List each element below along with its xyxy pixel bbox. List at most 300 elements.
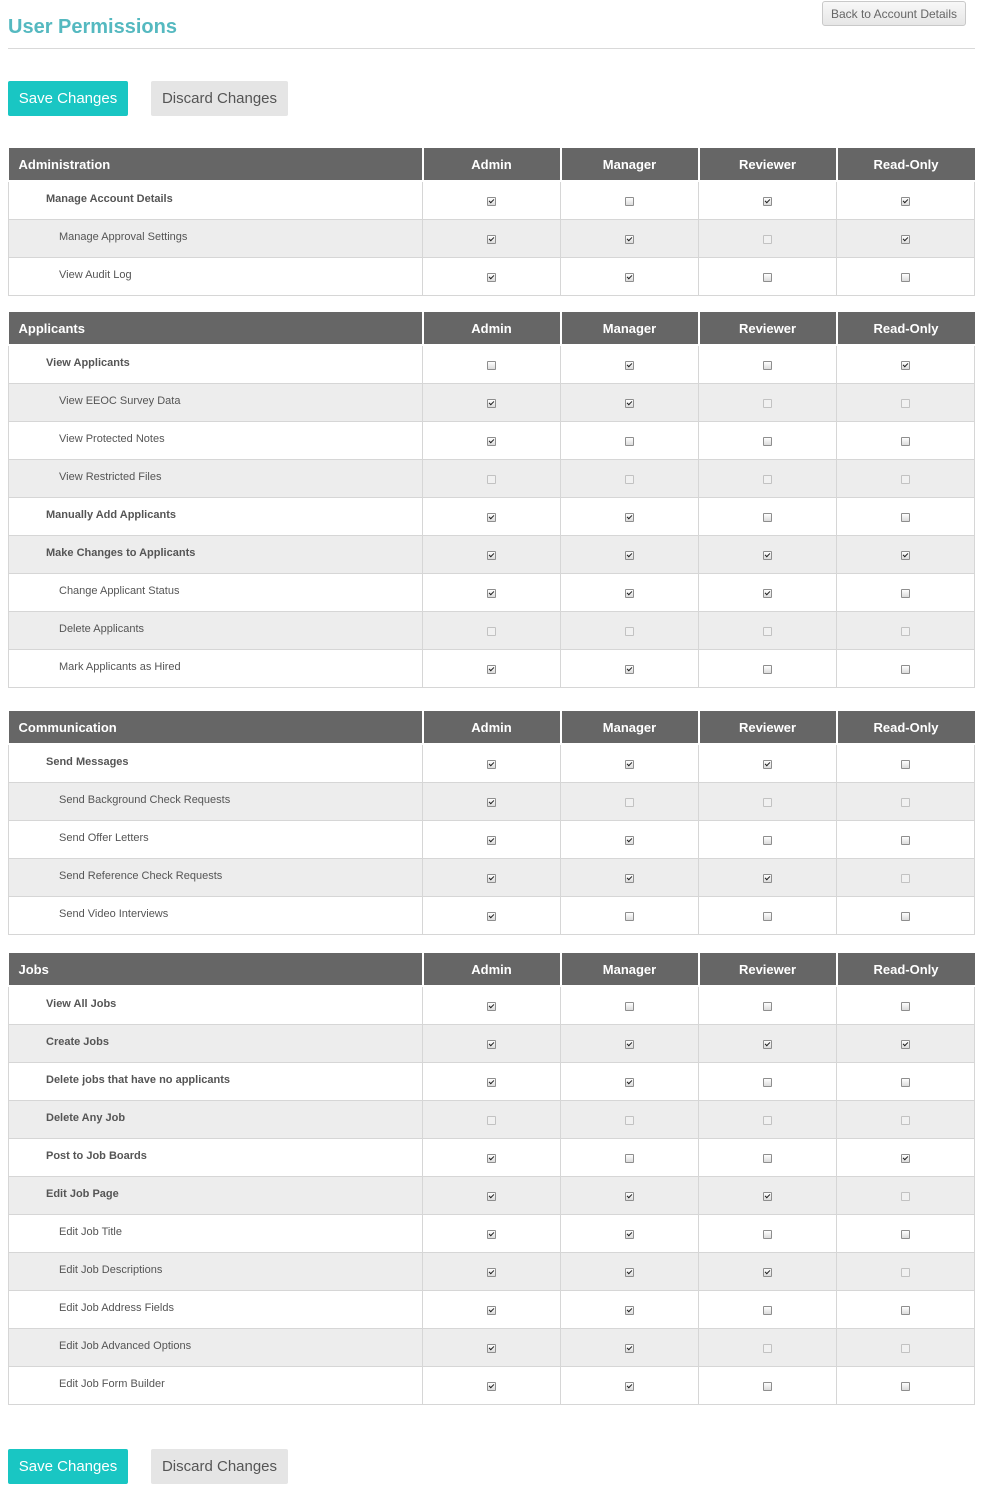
- permission-cell-read-only: [837, 821, 975, 859]
- discard-changes-button[interactable]: Discard Changes: [151, 1449, 288, 1484]
- permission-label: Send Background Check Requests: [9, 783, 423, 821]
- permission-cell-manager: [561, 258, 699, 296]
- permissions-table-communication: [8, 711, 975, 935]
- table-header-row: [9, 148, 975, 181]
- title-divider: [8, 48, 975, 49]
- permissions-table-jobs: [8, 953, 975, 1405]
- manager-permission-checkbox[interactable]: [625, 912, 634, 921]
- permission-label: Make Changes to Applicants: [9, 536, 423, 574]
- manager-permission-checkbox[interactable]: [625, 1306, 634, 1315]
- admin-permission-checkbox[interactable]: [487, 1382, 496, 1391]
- permission-row: [9, 1215, 975, 1253]
- manager-permission-checkbox[interactable]: [625, 874, 634, 883]
- permission-label: Send Reference Check Requests: [9, 859, 423, 897]
- permission-cell-reviewer: [699, 1177, 837, 1215]
- permission-cell-read-only: [837, 1177, 975, 1215]
- permission-row: [9, 986, 975, 1025]
- permission-cell-reviewer: [699, 1063, 837, 1101]
- permission-cell-read-only: [837, 1367, 975, 1405]
- role-header-reviewer: Reviewer: [699, 312, 837, 345]
- admin-permission-checkbox[interactable]: [487, 551, 496, 560]
- permission-cell-reviewer: [699, 1101, 837, 1139]
- manager-permission-checkbox[interactable]: [625, 513, 634, 522]
- admin-permission-checkbox: [487, 1116, 496, 1125]
- permission-cell-read-only: [837, 612, 975, 650]
- permission-label: Manually Add Applicants: [9, 498, 423, 536]
- permission-cell-reviewer: [699, 258, 837, 296]
- permission-cell-read-only: [837, 460, 975, 498]
- permission-cell-admin: [423, 744, 561, 783]
- manager-permission-checkbox[interactable]: [625, 589, 634, 598]
- permission-cell-read-only: [837, 859, 975, 897]
- manager-permission-checkbox[interactable]: [625, 1344, 634, 1353]
- reviewer-permission-checkbox: [763, 798, 772, 807]
- permission-cell-read-only: [837, 897, 975, 935]
- permission-label: View Applicants: [9, 345, 423, 384]
- permission-cell-read-only: [837, 181, 975, 220]
- permission-cell-admin: [423, 1177, 561, 1215]
- reviewer-permission-checkbox: [763, 399, 772, 408]
- manager-permission-checkbox[interactable]: [625, 1154, 634, 1163]
- read-only-permission-checkbox: [901, 798, 910, 807]
- permission-cell-admin: [423, 258, 561, 296]
- reviewer-permission-checkbox[interactable]: [763, 874, 772, 883]
- reviewer-permission-checkbox: [763, 1344, 772, 1353]
- permission-row: [9, 1025, 975, 1063]
- permission-cell-manager: [561, 574, 699, 612]
- permission-cell-manager: [561, 536, 699, 574]
- permission-cell-reviewer: [699, 821, 837, 859]
- permission-cell-reviewer: [699, 783, 837, 821]
- role-header-manager: Manager: [561, 711, 699, 744]
- permission-label: Delete Any Job: [9, 1101, 423, 1139]
- role-header-read-only: Read-Only: [837, 312, 975, 345]
- permission-cell-read-only: [837, 986, 975, 1025]
- reviewer-permission-checkbox[interactable]: [763, 551, 772, 560]
- admin-permission-checkbox[interactable]: [487, 273, 496, 282]
- manager-permission-checkbox[interactable]: [625, 361, 634, 370]
- permission-label: View Audit Log: [9, 258, 423, 296]
- permission-cell-read-only: [837, 498, 975, 536]
- permission-label: Manage Approval Settings: [9, 220, 423, 258]
- permission-cell-manager: [561, 1025, 699, 1063]
- permission-cell-admin: [423, 220, 561, 258]
- permission-cell-reviewer: [699, 498, 837, 536]
- save-changes-button[interactable]: Save Changes: [8, 1449, 128, 1484]
- permission-cell-admin: [423, 650, 561, 688]
- permission-cell-manager: [561, 1329, 699, 1367]
- admin-permission-checkbox[interactable]: [487, 760, 496, 769]
- permission-cell-reviewer: [699, 1367, 837, 1405]
- admin-permission-checkbox[interactable]: [487, 798, 496, 807]
- role-header-admin: Admin: [423, 148, 561, 181]
- permission-cell-admin: [423, 498, 561, 536]
- permission-label: Edit Job Advanced Options: [9, 1329, 423, 1367]
- permission-cell-reviewer: [699, 859, 837, 897]
- read-only-permission-checkbox: [901, 874, 910, 883]
- permission-label: Edit Job Descriptions: [9, 1253, 423, 1291]
- permission-cell-reviewer: [699, 897, 837, 935]
- reviewer-permission-checkbox[interactable]: [763, 437, 772, 446]
- manager-permission-checkbox: [625, 798, 634, 807]
- admin-permission-checkbox[interactable]: [487, 399, 496, 408]
- manager-permission-checkbox[interactable]: [625, 235, 634, 244]
- permission-cell-reviewer: [699, 650, 837, 688]
- permission-row: [9, 181, 975, 220]
- read-only-permission-checkbox: [901, 1344, 910, 1353]
- permission-label: Edit Job Page: [9, 1177, 423, 1215]
- permission-row: [9, 1367, 975, 1405]
- section-title: Administration: [9, 148, 423, 181]
- manager-permission-checkbox[interactable]: [625, 1078, 634, 1087]
- permission-cell-manager: [561, 859, 699, 897]
- permission-cell-admin: [423, 384, 561, 422]
- role-header-manager: Manager: [561, 148, 699, 181]
- role-header-read-only: Read-Only: [837, 953, 975, 986]
- permission-cell-manager: [561, 821, 699, 859]
- permission-cell-reviewer: [699, 1139, 837, 1177]
- permission-cell-reviewer: [699, 1329, 837, 1367]
- role-header-manager: Manager: [561, 953, 699, 986]
- permission-row: [9, 220, 975, 258]
- manager-permission-checkbox[interactable]: [625, 1040, 634, 1049]
- permission-cell-read-only: [837, 220, 975, 258]
- permission-cell-manager: [561, 1215, 699, 1253]
- permission-label: Send Offer Letters: [9, 821, 423, 859]
- permission-cell-admin: [423, 181, 561, 220]
- permission-cell-read-only: [837, 783, 975, 821]
- permission-row: [9, 460, 975, 498]
- permission-row: [9, 1063, 975, 1101]
- read-only-permission-checkbox[interactable]: [901, 197, 910, 206]
- permission-cell-admin: [423, 612, 561, 650]
- permission-label: Post to Job Boards: [9, 1139, 423, 1177]
- reviewer-permission-checkbox[interactable]: [763, 197, 772, 206]
- manager-permission-checkbox[interactable]: [625, 551, 634, 560]
- permission-cell-admin: [423, 1025, 561, 1063]
- read-only-permission-checkbox[interactable]: [901, 551, 910, 560]
- permission-cell-manager: [561, 1177, 699, 1215]
- permission-cell-admin: [423, 1139, 561, 1177]
- manager-permission-checkbox: [625, 1116, 634, 1125]
- role-header-admin: Admin: [423, 711, 561, 744]
- permission-cell-admin: [423, 1367, 561, 1405]
- reviewer-permission-checkbox[interactable]: [763, 1078, 772, 1087]
- permission-label: Send Video Interviews: [9, 897, 423, 935]
- read-only-permission-checkbox[interactable]: [901, 437, 910, 446]
- reviewer-permission-checkbox[interactable]: [763, 1002, 772, 1011]
- page-title: User Permissions: [8, 16, 177, 38]
- permission-cell-reviewer: [699, 181, 837, 220]
- permission-cell-manager: [561, 986, 699, 1025]
- role-header-read-only: Read-Only: [837, 711, 975, 744]
- read-only-permission-checkbox: [901, 627, 910, 636]
- permission-row: [9, 1253, 975, 1291]
- save-changes-button[interactable]: Save Changes: [8, 81, 128, 116]
- permission-row: [9, 345, 975, 384]
- admin-permission-checkbox: [487, 475, 496, 484]
- permission-cell-manager: [561, 384, 699, 422]
- permission-cell-manager: [561, 345, 699, 384]
- permission-cell-admin: [423, 1291, 561, 1329]
- permission-row: [9, 821, 975, 859]
- permission-label: View Restricted Files: [9, 460, 423, 498]
- permission-cell-admin: [423, 1063, 561, 1101]
- permission-cell-manager: [561, 460, 699, 498]
- permission-label: View EEOC Survey Data: [9, 384, 423, 422]
- permission-cell-manager: [561, 220, 699, 258]
- reviewer-permission-checkbox[interactable]: [763, 1382, 772, 1391]
- admin-permission-checkbox[interactable]: [487, 1154, 496, 1163]
- manager-permission-checkbox: [625, 627, 634, 636]
- permission-cell-reviewer: [699, 744, 837, 783]
- section-title: Jobs: [9, 953, 423, 986]
- permission-cell-manager: [561, 1139, 699, 1177]
- permission-cell-admin: [423, 859, 561, 897]
- reviewer-permission-checkbox[interactable]: [763, 273, 772, 282]
- admin-permission-checkbox[interactable]: [487, 235, 496, 244]
- reviewer-permission-checkbox[interactable]: [763, 1192, 772, 1201]
- reviewer-permission-checkbox[interactable]: [763, 836, 772, 845]
- bottom-action-bar: [8, 1449, 288, 1484]
- permission-cell-manager: [561, 897, 699, 935]
- permission-cell-read-only: [837, 258, 975, 296]
- permission-cell-admin: [423, 1253, 561, 1291]
- admin-permission-checkbox[interactable]: [487, 437, 496, 446]
- section-title: Applicants: [9, 312, 423, 345]
- permission-cell-admin: [423, 1101, 561, 1139]
- read-only-permission-checkbox[interactable]: [901, 912, 910, 921]
- admin-permission-checkbox[interactable]: [487, 1268, 496, 1277]
- manager-permission-checkbox[interactable]: [625, 1002, 634, 1011]
- reviewer-permission-checkbox: [763, 475, 772, 484]
- top-action-bar: [8, 81, 288, 116]
- permission-cell-read-only: [837, 384, 975, 422]
- admin-permission-checkbox[interactable]: [487, 912, 496, 921]
- admin-permission-checkbox[interactable]: [487, 589, 496, 598]
- permission-cell-reviewer: [699, 220, 837, 258]
- permission-cell-reviewer: [699, 536, 837, 574]
- permission-cell-reviewer: [699, 460, 837, 498]
- read-only-permission-checkbox[interactable]: [901, 1382, 910, 1391]
- permission-cell-manager: [561, 783, 699, 821]
- reviewer-permission-checkbox: [763, 235, 772, 244]
- read-only-permission-checkbox[interactable]: [901, 665, 910, 674]
- read-only-permission-checkbox[interactable]: [901, 1078, 910, 1087]
- permission-row: [9, 384, 975, 422]
- table-header-row: [9, 711, 975, 744]
- permission-cell-reviewer: [699, 986, 837, 1025]
- role-header-read-only: Read-Only: [837, 148, 975, 181]
- admin-permission-checkbox[interactable]: [487, 1230, 496, 1239]
- admin-permission-checkbox[interactable]: [487, 513, 496, 522]
- permission-cell-read-only: [837, 1101, 975, 1139]
- permission-cell-admin: [423, 1329, 561, 1367]
- read-only-permission-checkbox[interactable]: [901, 273, 910, 282]
- read-only-permission-checkbox[interactable]: [901, 1154, 910, 1163]
- role-header-manager: Manager: [561, 312, 699, 345]
- read-only-permission-checkbox[interactable]: [901, 1230, 910, 1239]
- manager-permission-checkbox[interactable]: [625, 1192, 634, 1201]
- reviewer-permission-checkbox[interactable]: [763, 361, 772, 370]
- permission-label: Edit Job Address Fields: [9, 1291, 423, 1329]
- permission-cell-manager: [561, 612, 699, 650]
- permission-cell-reviewer: [699, 1215, 837, 1253]
- permissions-table-administration: [8, 148, 975, 296]
- admin-permission-checkbox[interactable]: [487, 1040, 496, 1049]
- read-only-permission-checkbox: [901, 475, 910, 484]
- permission-cell-read-only: [837, 744, 975, 783]
- permission-label: Create Jobs: [9, 1025, 423, 1063]
- permission-row: [9, 1177, 975, 1215]
- manager-permission-checkbox[interactable]: [625, 1382, 634, 1391]
- permission-cell-read-only: [837, 1139, 975, 1177]
- reviewer-permission-checkbox[interactable]: [763, 589, 772, 598]
- permission-cell-manager: [561, 422, 699, 460]
- read-only-permission-checkbox[interactable]: [901, 589, 910, 598]
- reviewer-permission-checkbox[interactable]: [763, 912, 772, 921]
- reviewer-permission-checkbox[interactable]: [763, 1230, 772, 1239]
- reviewer-permission-checkbox: [763, 627, 772, 636]
- manager-permission-checkbox[interactable]: [625, 197, 634, 206]
- permission-cell-admin: [423, 574, 561, 612]
- admin-permission-checkbox[interactable]: [487, 1344, 496, 1353]
- read-only-permission-checkbox: [901, 399, 910, 408]
- read-only-permission-checkbox: [901, 1116, 910, 1125]
- permission-cell-read-only: [837, 345, 975, 384]
- read-only-permission-checkbox: [901, 1192, 910, 1201]
- permission-row: [9, 897, 975, 935]
- permission-cell-read-only: [837, 422, 975, 460]
- manager-permission-checkbox[interactable]: [625, 665, 634, 674]
- admin-permission-checkbox[interactable]: [487, 1192, 496, 1201]
- permission-cell-read-only: [837, 1253, 975, 1291]
- permission-row: [9, 498, 975, 536]
- role-header-admin: Admin: [423, 953, 561, 986]
- permission-row: [9, 422, 975, 460]
- admin-permission-checkbox[interactable]: [487, 874, 496, 883]
- permission-cell-admin: [423, 821, 561, 859]
- permission-cell-admin: [423, 536, 561, 574]
- read-only-permission-checkbox[interactable]: [901, 1002, 910, 1011]
- manager-permission-checkbox[interactable]: [625, 437, 634, 446]
- manager-permission-checkbox[interactable]: [625, 1268, 634, 1277]
- permissions-table-applicants: [8, 312, 975, 688]
- permission-row: [9, 1291, 975, 1329]
- permission-label: View All Jobs: [9, 986, 423, 1025]
- permission-cell-reviewer: [699, 1025, 837, 1063]
- reviewer-permission-checkbox[interactable]: [763, 1306, 772, 1315]
- table-header-row: [9, 953, 975, 986]
- permission-row: [9, 1139, 975, 1177]
- admin-permission-checkbox[interactable]: [487, 197, 496, 206]
- permission-cell-admin: [423, 460, 561, 498]
- permission-cell-reviewer: [699, 1291, 837, 1329]
- read-only-permission-checkbox[interactable]: [901, 836, 910, 845]
- read-only-permission-checkbox: [901, 1268, 910, 1277]
- permission-row: [9, 783, 975, 821]
- permission-row: [9, 650, 975, 688]
- permission-cell-manager: [561, 744, 699, 783]
- permission-label: Edit Job Title: [9, 1215, 423, 1253]
- read-only-permission-checkbox[interactable]: [901, 361, 910, 370]
- permission-cell-read-only: [837, 1063, 975, 1101]
- permission-cell-manager: [561, 1101, 699, 1139]
- permission-label: Mark Applicants as Hired: [9, 650, 423, 688]
- permission-row: [9, 536, 975, 574]
- permission-cell-manager: [561, 1291, 699, 1329]
- permission-label: Manage Account Details: [9, 181, 423, 220]
- table-header-row: [9, 312, 975, 345]
- back-to-account-details-button[interactable]: Back to Account Details: [822, 1, 966, 26]
- permission-cell-admin: [423, 422, 561, 460]
- permission-cell-reviewer: [699, 612, 837, 650]
- permission-cell-reviewer: [699, 1253, 837, 1291]
- manager-permission-checkbox[interactable]: [625, 836, 634, 845]
- read-only-permission-checkbox[interactable]: [901, 235, 910, 244]
- read-only-permission-checkbox[interactable]: [901, 1306, 910, 1315]
- reviewer-permission-checkbox: [763, 1116, 772, 1125]
- permission-cell-manager: [561, 1367, 699, 1405]
- permission-cell-admin: [423, 783, 561, 821]
- reviewer-permission-checkbox[interactable]: [763, 513, 772, 522]
- role-header-admin: Admin: [423, 312, 561, 345]
- reviewer-permission-checkbox[interactable]: [763, 1268, 772, 1277]
- read-only-permission-checkbox[interactable]: [901, 1040, 910, 1049]
- permission-cell-admin: [423, 1215, 561, 1253]
- permission-row: [9, 1329, 975, 1367]
- permission-label: Delete jobs that have no applicants: [9, 1063, 423, 1101]
- discard-changes-button[interactable]: Discard Changes: [151, 81, 288, 116]
- permission-cell-manager: [561, 498, 699, 536]
- manager-permission-checkbox[interactable]: [625, 1230, 634, 1239]
- permission-cell-read-only: [837, 650, 975, 688]
- reviewer-permission-checkbox[interactable]: [763, 1154, 772, 1163]
- permission-label: Change Applicant Status: [9, 574, 423, 612]
- admin-permission-checkbox[interactable]: [487, 1078, 496, 1087]
- read-only-permission-checkbox[interactable]: [901, 513, 910, 522]
- permission-row: [9, 258, 975, 296]
- permission-cell-read-only: [837, 1215, 975, 1253]
- permission-row: [9, 744, 975, 783]
- role-header-reviewer: Reviewer: [699, 711, 837, 744]
- permission-row: [9, 859, 975, 897]
- reviewer-permission-checkbox[interactable]: [763, 760, 772, 769]
- manager-permission-checkbox[interactable]: [625, 399, 634, 408]
- reviewer-permission-checkbox[interactable]: [763, 665, 772, 674]
- reviewer-permission-checkbox[interactable]: [763, 1040, 772, 1049]
- permission-cell-read-only: [837, 1025, 975, 1063]
- permission-row: [9, 1101, 975, 1139]
- permission-label: Delete Applicants: [9, 612, 423, 650]
- permission-cell-reviewer: [699, 422, 837, 460]
- permission-cell-admin: [423, 345, 561, 384]
- admin-permission-checkbox[interactable]: [487, 1306, 496, 1315]
- permission-cell-manager: [561, 650, 699, 688]
- read-only-permission-checkbox[interactable]: [901, 760, 910, 769]
- manager-permission-checkbox: [625, 475, 634, 484]
- admin-permission-checkbox[interactable]: [487, 836, 496, 845]
- permission-label: Edit Job Form Builder: [9, 1367, 423, 1405]
- manager-permission-checkbox[interactable]: [625, 760, 634, 769]
- permission-cell-admin: [423, 986, 561, 1025]
- permission-cell-manager: [561, 1063, 699, 1101]
- permission-cell-read-only: [837, 536, 975, 574]
- admin-permission-checkbox[interactable]: [487, 361, 496, 370]
- manager-permission-checkbox[interactable]: [625, 273, 634, 282]
- admin-permission-checkbox[interactable]: [487, 1002, 496, 1011]
- admin-permission-checkbox[interactable]: [487, 665, 496, 674]
